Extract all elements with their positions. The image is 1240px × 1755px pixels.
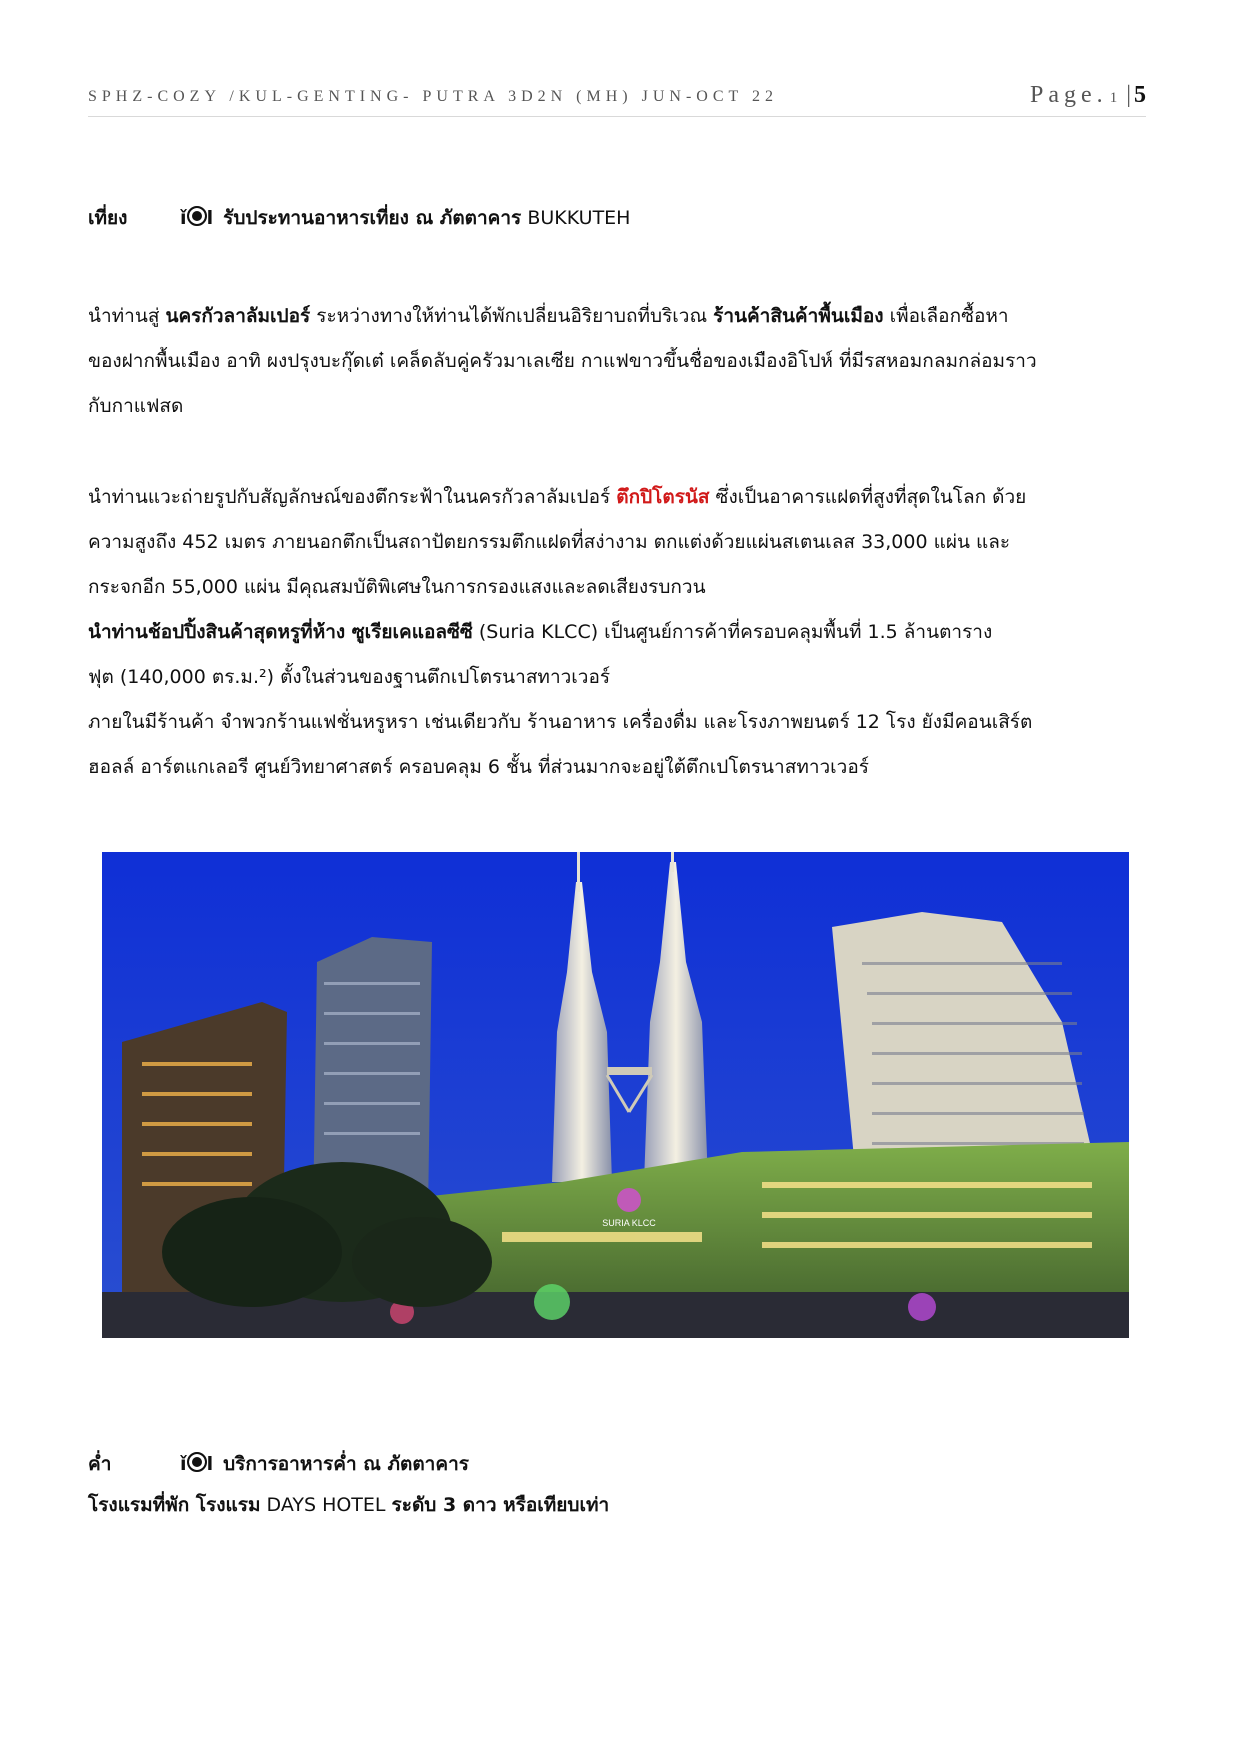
dinner-time: ค่ำ (88, 1453, 112, 1475)
hotel-row (88, 1490, 609, 1520)
petronas-name: ตึกปิโตรนัส (616, 486, 710, 508)
hotel-rating: ระดับ 3 ดาว หรือเทียบเท่า (391, 1494, 610, 1516)
lunch-text: รับประทานอาหารเที่ยง ณ ภัตตาคาร (223, 207, 522, 229)
text: ซึ่งเป็นอาคารแฝดที่สูงที่สุดในโลก ด้วย (709, 486, 1027, 508)
shopping-heading: นำท่านช้อปปิ้งสินค้าสุดหรูที่ห้าง ซูเรียเคแอลซีซี (88, 621, 473, 643)
hotel-label: โรงแรมที่พัก โรงแรม (88, 1494, 261, 1516)
paragraph-line (88, 610, 1148, 655)
text: นำท่านสู่ (88, 305, 166, 327)
paragraph-line: ฟุต (140,000 ตร.ม.²) ตั้งในส่วนของฐานตึกเปโตรนาสทาวเวอร์ (88, 666, 611, 688)
paragraph-line: ภายในมีร้านค้า จำพวกร้านแฟชั่นหรูหรา เช่นเดียวกับ ร้านอาหาร เครื่องดื่ม และโรงภาพยนตร์ 12 โรง ยังมีคอนเสิร์ต (88, 711, 1033, 733)
text: นำท่านแวะถ่ายรูปกับสัญลักษณ์ของตึกระฟ้าในนครกัวลาลัมเปอร์ (88, 486, 617, 508)
hotel-name: DAYS HOTEL (260, 1494, 392, 1516)
paragraph-line: ของฝากพื้นเมือง อาทิ ผงปรุงบะกุ๊ดเต๋ เคล็ดลับคู่ครัวมาเลเซีย กาแฟขาวขึ้นชื่อของเมืองอิโปห์ ที่มีรสหอมกลมกล่อมราว (88, 350, 1037, 372)
paragraph-city (88, 294, 1148, 429)
text: ระหว่างทางให้ท่านได้พักเปลี่ยนอิริยาบถที่บริเวณ (310, 305, 714, 327)
petronas-towers-photo (102, 852, 1129, 1338)
tour-code: SPHZ-COZY /KUL-GENTING- PUTRA 3D2N (MH) JUN-OCT 22 (88, 88, 778, 105)
page-indicator (1030, 82, 1146, 109)
dining-plate-icon: ǐ l (180, 1453, 214, 1475)
page-header (88, 82, 1146, 117)
paragraph-line: กระจกอีก 55,000 แผ่น มีคุณสมบัติพิเศษในการกรองแสงและลดเสียงรบกวน (88, 576, 706, 598)
paragraph-line: กับกาแฟสด (88, 395, 184, 417)
paragraph-petronas (88, 475, 1148, 790)
lunch-restaurant: BUKKUTEH (527, 207, 631, 229)
page-label: Page. (1030, 82, 1108, 108)
mall-sign: SURIA KLCC (602, 1218, 656, 1228)
lunch-time: เที่ยง (88, 207, 128, 229)
paragraph-line: ฮอลล์ อาร์ตแกเลอรี ศูนย์วิทยาศาสตร์ ครอบคลุม 6 ชั้น ที่ส่วนมากจะอยู่ใต้ตึกเปโตรนาสทาวเวอร์ (88, 756, 869, 778)
text: (Suria KLCC) เป็นศูนย์การค้าที่ครอบคลุมพื้นที่ 1.5 ล้านตาราง (472, 621, 993, 643)
paragraph-line (88, 294, 1148, 339)
paragraph-line: ความสูงถึง 452 เมตร ภายนอกตึกเป็นสถาปัตยกรรมตึกแฝดที่สง่างาม ตกแต่งด้วยแผ่นสเตนเลส 33,000 แผ่น และ (88, 531, 1011, 553)
local-shop-name: ร้านค้าสินค้าพื้นเมือง (713, 305, 884, 327)
lunch-row (88, 203, 630, 233)
dinner-row (88, 1449, 469, 1479)
city-name: นครกัวลาลัมเปอร์ (165, 305, 311, 327)
page-number: 5 (1134, 82, 1146, 108)
page-separator: | (1126, 82, 1131, 108)
page-index: 1 (1109, 90, 1121, 106)
dining-plate-icon: ǐ l (180, 207, 214, 229)
text: เพื่อเลือกซื้อหา (883, 305, 1009, 327)
paragraph-line (88, 475, 1148, 520)
dinner-text: บริการอาหารค่ำ ณ ภัตตาคาร (223, 1453, 469, 1475)
